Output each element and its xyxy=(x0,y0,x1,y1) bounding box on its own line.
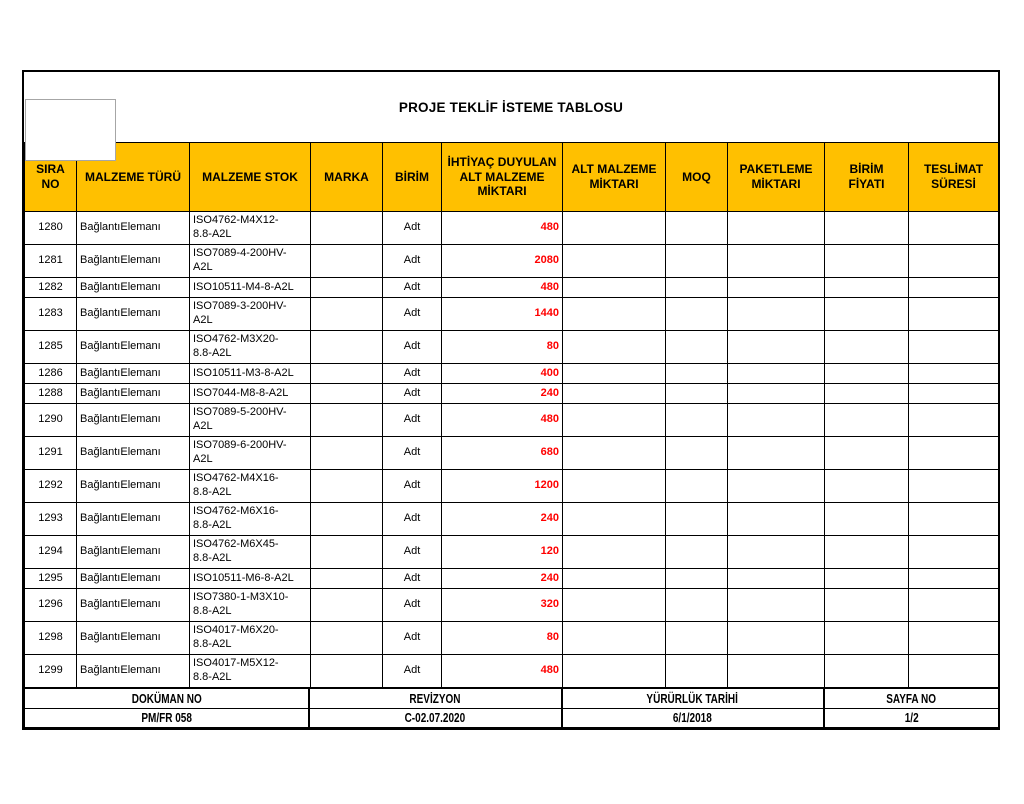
cell-alt-malzeme-miktari xyxy=(563,437,666,470)
table-row xyxy=(25,278,999,298)
cell-malzeme-stok: ISO10511-M4-8-A2L xyxy=(190,278,311,298)
cell-marka xyxy=(311,212,383,245)
cell-birim: Adt xyxy=(383,589,442,622)
cell-paketleme-miktari xyxy=(728,569,825,589)
table-row xyxy=(25,404,999,437)
footer-label-text: YÜRÜRLÜK TARİHİ xyxy=(646,691,739,706)
cell-malzeme-turu: BağlantıElemanı xyxy=(77,437,190,470)
cell-ihtiyac-duyulan-alt-malzeme-miktari: 2080 xyxy=(442,245,563,278)
cell-teslimat-suresi xyxy=(909,589,999,622)
cell-teslimat-suresi xyxy=(909,622,999,655)
footer-label-revizyon xyxy=(309,689,562,709)
table-row xyxy=(25,245,999,278)
column-header-sira-no: SIRA NO xyxy=(25,143,77,212)
cell-malzeme-turu: BağlantıElemanı xyxy=(77,569,190,589)
table-header xyxy=(25,143,999,212)
cell-ihtiyac-duyulan-alt-malzeme-miktari: 480 xyxy=(442,404,563,437)
cell-teslimat-suresi xyxy=(909,655,999,688)
table-body xyxy=(25,212,999,688)
cell-alt-malzeme-miktari xyxy=(563,278,666,298)
cell-sira-no: 1290 xyxy=(25,404,77,437)
cell-marka xyxy=(311,384,383,404)
cell-moq xyxy=(666,331,728,364)
cell-malzeme-stok: ISO7380-1-M3X10- 8.8-A2L xyxy=(190,589,311,622)
table-row xyxy=(25,437,999,470)
table-row xyxy=(25,569,999,589)
cell-alt-malzeme-miktari xyxy=(563,655,666,688)
cell-marka xyxy=(311,278,383,298)
footer-value-revizyon xyxy=(309,709,562,729)
cell-ihtiyac-duyulan-alt-malzeme-miktari: 80 xyxy=(442,622,563,655)
materials-table xyxy=(24,142,999,688)
cell-teslimat-suresi xyxy=(909,331,999,364)
cell-moq xyxy=(666,384,728,404)
cell-sira-no: 1283 xyxy=(25,298,77,331)
cell-alt-malzeme-miktari xyxy=(563,212,666,245)
cell-paketleme-miktari xyxy=(728,404,825,437)
cell-sira-no: 1291 xyxy=(25,437,77,470)
cell-birim-fiyati xyxy=(825,589,909,622)
cell-ihtiyac-duyulan-alt-malzeme-miktari: 240 xyxy=(442,503,563,536)
cell-birim: Adt xyxy=(383,655,442,688)
cell-birim: Adt xyxy=(383,298,442,331)
cell-paketleme-miktari xyxy=(728,437,825,470)
cell-birim-fiyati xyxy=(825,278,909,298)
table-row xyxy=(25,298,999,331)
footer-value-text: PM/FR 058 xyxy=(140,711,192,725)
cell-alt-malzeme-miktari xyxy=(563,404,666,437)
cell-malzeme-stok: ISO7089-4-200HV- A2L xyxy=(190,245,311,278)
cell-paketleme-miktari xyxy=(728,589,825,622)
cell-paketleme-miktari xyxy=(728,364,825,384)
cell-alt-malzeme-miktari xyxy=(563,536,666,569)
column-header-marka: MARKA xyxy=(311,143,383,212)
footer-values-row xyxy=(25,709,999,729)
cell-marka xyxy=(311,622,383,655)
cell-birim: Adt xyxy=(383,278,442,298)
cell-ihtiyac-duyulan-alt-malzeme-miktari: 400 xyxy=(442,364,563,384)
cell-moq xyxy=(666,536,728,569)
cell-sira-no: 1294 xyxy=(25,536,77,569)
cell-paketleme-miktari xyxy=(728,298,825,331)
cell-malzeme-turu: BağlantıElemanı xyxy=(77,589,190,622)
table-row xyxy=(25,384,999,404)
cell-ihtiyac-duyulan-alt-malzeme-miktari: 1440 xyxy=(442,298,563,331)
cell-teslimat-suresi xyxy=(909,245,999,278)
cell-malzeme-stok: ISO4762-M4X12- 8.8-A2L xyxy=(190,212,311,245)
cell-marka xyxy=(311,364,383,384)
footer-value-text: 6/1/2018 xyxy=(673,711,712,725)
table-row xyxy=(25,503,999,536)
cell-marka xyxy=(311,331,383,364)
cell-malzeme-turu: BağlantıElemanı xyxy=(77,622,190,655)
cell-sira-no: 1293 xyxy=(25,503,77,536)
cell-paketleme-miktari xyxy=(728,278,825,298)
cell-marka xyxy=(311,437,383,470)
table-row xyxy=(25,470,999,503)
cell-ihtiyac-duyulan-alt-malzeme-miktari: 320 xyxy=(442,589,563,622)
cell-teslimat-suresi xyxy=(909,569,999,589)
footer-label-text: DOKÜMAN NO xyxy=(131,691,202,706)
column-header-paketleme-miktari: PAKETLEME MİKTARI xyxy=(728,143,825,212)
cell-sira-no: 1298 xyxy=(25,622,77,655)
footer-label-text: REVİZYON xyxy=(409,691,461,706)
cell-birim-fiyati xyxy=(825,622,909,655)
cell-teslimat-suresi xyxy=(909,384,999,404)
cell-moq xyxy=(666,470,728,503)
cell-marka xyxy=(311,503,383,536)
cell-moq xyxy=(666,364,728,384)
cell-teslimat-suresi xyxy=(909,503,999,536)
cell-birim-fiyati xyxy=(825,364,909,384)
column-header-teslimat-suresi: TESLİMAT SÜRESİ xyxy=(909,143,999,212)
cell-birim-fiyati xyxy=(825,437,909,470)
footer-value-text: C-02.07.2020 xyxy=(404,711,466,725)
cell-paketleme-miktari xyxy=(728,536,825,569)
footer-labels-row xyxy=(25,689,999,709)
cell-birim-fiyati xyxy=(825,569,909,589)
cell-malzeme-turu: BağlantıElemanı xyxy=(77,503,190,536)
cell-sira-no: 1282 xyxy=(25,278,77,298)
cell-birim: Adt xyxy=(383,503,442,536)
cell-alt-malzeme-miktari xyxy=(563,384,666,404)
cell-malzeme-turu: BağlantıElemanı xyxy=(77,364,190,384)
cell-birim-fiyati xyxy=(825,536,909,569)
cell-teslimat-suresi xyxy=(909,470,999,503)
cell-malzeme-stok: ISO7089-6-200HV- A2L xyxy=(190,437,311,470)
cell-paketleme-miktari xyxy=(728,384,825,404)
cell-malzeme-stok: ISO4762-M6X45- 8.8-A2L xyxy=(190,536,311,569)
cell-moq xyxy=(666,589,728,622)
cell-sira-no: 1296 xyxy=(25,589,77,622)
cell-malzeme-turu: BağlantıElemanı xyxy=(77,536,190,569)
cell-ihtiyac-duyulan-alt-malzeme-miktari: 80 xyxy=(442,331,563,364)
cell-birim: Adt xyxy=(383,212,442,245)
cell-marka xyxy=(311,470,383,503)
cell-malzeme-turu: BağlantıElemanı xyxy=(77,212,190,245)
table-row xyxy=(25,589,999,622)
cell-birim-fiyati xyxy=(825,655,909,688)
cell-birim: Adt xyxy=(383,536,442,569)
cell-malzeme-turu: BağlantıElemanı xyxy=(77,245,190,278)
cell-sira-no: 1288 xyxy=(25,384,77,404)
proje-teklif-form xyxy=(22,70,1000,730)
cell-paketleme-miktari xyxy=(728,212,825,245)
cell-birim: Adt xyxy=(383,245,442,278)
cell-moq xyxy=(666,622,728,655)
cell-birim: Adt xyxy=(383,622,442,655)
cell-birim: Adt xyxy=(383,470,442,503)
cell-ihtiyac-duyulan-alt-malzeme-miktari: 480 xyxy=(442,212,563,245)
cell-ihtiyac-duyulan-alt-malzeme-miktari: 1200 xyxy=(442,470,563,503)
cell-birim: Adt xyxy=(383,384,442,404)
cell-birim-fiyati xyxy=(825,503,909,536)
header-row xyxy=(25,143,999,212)
cell-birim-fiyati xyxy=(825,384,909,404)
cell-birim-fiyati xyxy=(825,245,909,278)
cell-paketleme-miktari xyxy=(728,622,825,655)
cell-moq xyxy=(666,278,728,298)
page-title: PROJE TEKLİF İSTEME TABLOSU xyxy=(398,99,624,115)
cell-malzeme-stok: ISO4762-M6X16- 8.8-A2L xyxy=(190,503,311,536)
cell-malzeme-turu: BağlantıElemanı xyxy=(77,278,190,298)
cell-malzeme-turu: BağlantıElemanı xyxy=(77,331,190,364)
cell-paketleme-miktari xyxy=(728,655,825,688)
column-header-birim-fiyati: BİRİM FİYATI xyxy=(825,143,909,212)
footer-label-dokuman-no xyxy=(25,689,309,709)
cell-moq xyxy=(666,503,728,536)
cell-paketleme-miktari xyxy=(728,503,825,536)
cell-moq xyxy=(666,655,728,688)
cell-malzeme-stok: ISO4017-M5X12- 8.8-A2L xyxy=(190,655,311,688)
cell-teslimat-suresi xyxy=(909,298,999,331)
column-header-birim: BİRİM xyxy=(383,143,442,212)
cell-alt-malzeme-miktari xyxy=(563,331,666,364)
cell-birim-fiyati xyxy=(825,404,909,437)
cell-malzeme-turu: BağlantıElemanı xyxy=(77,384,190,404)
cell-malzeme-turu: BağlantıElemanı xyxy=(77,655,190,688)
table-row xyxy=(25,212,999,245)
cell-birim-fiyati xyxy=(825,298,909,331)
cell-ihtiyac-duyulan-alt-malzeme-miktari: 240 xyxy=(442,569,563,589)
cell-alt-malzeme-miktari xyxy=(563,503,666,536)
cell-birim-fiyati xyxy=(825,331,909,364)
table-row xyxy=(25,331,999,364)
cell-malzeme-turu: BağlantıElemanı xyxy=(77,298,190,331)
logo-placeholder-box xyxy=(25,99,116,161)
cell-alt-malzeme-miktari xyxy=(563,622,666,655)
cell-sira-no: 1292 xyxy=(25,470,77,503)
cell-sira-no: 1295 xyxy=(25,569,77,589)
cell-teslimat-suresi xyxy=(909,404,999,437)
column-header-malzeme-turu: MALZEME TÜRÜ xyxy=(77,143,190,212)
footer-value-sayfa-no xyxy=(824,709,999,729)
cell-alt-malzeme-miktari xyxy=(563,245,666,278)
table-row xyxy=(25,364,999,384)
cell-marka xyxy=(311,655,383,688)
cell-birim-fiyati xyxy=(825,470,909,503)
footer-body xyxy=(25,689,999,729)
cell-birim-fiyati xyxy=(825,212,909,245)
cell-paketleme-miktari xyxy=(728,245,825,278)
table-row xyxy=(25,622,999,655)
cell-moq xyxy=(666,404,728,437)
cell-malzeme-stok: ISO4762-M3X20- 8.8-A2L xyxy=(190,331,311,364)
cell-moq xyxy=(666,569,728,589)
cell-teslimat-suresi xyxy=(909,536,999,569)
cell-birim: Adt xyxy=(383,404,442,437)
cell-malzeme-turu: BağlantıElemanı xyxy=(77,470,190,503)
cell-malzeme-stok: ISO7044-M8-8-A2L xyxy=(190,384,311,404)
cell-malzeme-turu: BağlantıElemanı xyxy=(77,404,190,437)
cell-alt-malzeme-miktari xyxy=(563,569,666,589)
cell-alt-malzeme-miktari xyxy=(563,298,666,331)
cell-ihtiyac-duyulan-alt-malzeme-miktari: 120 xyxy=(442,536,563,569)
cell-moq xyxy=(666,298,728,331)
cell-malzeme-stok: ISO10511-M6-8-A2L xyxy=(190,569,311,589)
cell-teslimat-suresi xyxy=(909,437,999,470)
cell-sira-no: 1299 xyxy=(25,655,77,688)
cell-teslimat-suresi xyxy=(909,212,999,245)
footer-label-sayfa-no xyxy=(824,689,999,709)
cell-malzeme-stok: ISO10511-M3-8-A2L xyxy=(190,364,311,384)
cell-birim: Adt xyxy=(383,437,442,470)
cell-marka xyxy=(311,404,383,437)
cell-moq xyxy=(666,437,728,470)
cell-ihtiyac-duyulan-alt-malzeme-miktari: 480 xyxy=(442,278,563,298)
table-row xyxy=(25,655,999,688)
footer-value-yururluk-tarihi xyxy=(562,709,824,729)
cell-sira-no: 1286 xyxy=(25,364,77,384)
cell-marka xyxy=(311,298,383,331)
cell-marka xyxy=(311,569,383,589)
cell-alt-malzeme-miktari xyxy=(563,470,666,503)
cell-paketleme-miktari xyxy=(728,470,825,503)
footer-value-text: 1/2 xyxy=(904,711,919,725)
cell-malzeme-stok: ISO4017-M6X20- 8.8-A2L xyxy=(190,622,311,655)
cell-birim: Adt xyxy=(383,569,442,589)
column-header-malzeme-stok: MALZEME STOK xyxy=(190,143,311,212)
footer-table xyxy=(24,688,999,730)
cell-birim: Adt xyxy=(383,331,442,364)
cell-malzeme-stok: ISO4762-M4X16- 8.8-A2L xyxy=(190,470,311,503)
title-row xyxy=(24,72,998,142)
cell-sira-no: 1280 xyxy=(25,212,77,245)
cell-teslimat-suresi xyxy=(909,364,999,384)
table-row xyxy=(25,536,999,569)
cell-marka xyxy=(311,536,383,569)
cell-moq xyxy=(666,245,728,278)
cell-alt-malzeme-miktari xyxy=(563,589,666,622)
cell-ihtiyac-duyulan-alt-malzeme-miktari: 680 xyxy=(442,437,563,470)
footer-value-dokuman-no xyxy=(25,709,309,729)
cell-birim: Adt xyxy=(383,364,442,384)
column-header-moq: MOQ xyxy=(666,143,728,212)
cell-alt-malzeme-miktari xyxy=(563,364,666,384)
column-header-ihtiyac-duyulan-alt-malzeme-miktari: İHTİYAÇ DUYULAN ALT MALZEME MİKTARI xyxy=(442,143,563,212)
cell-malzeme-stok: ISO7089-5-200HV- A2L xyxy=(190,404,311,437)
cell-teslimat-suresi xyxy=(909,278,999,298)
cell-ihtiyac-duyulan-alt-malzeme-miktari: 240 xyxy=(442,384,563,404)
cell-ihtiyac-duyulan-alt-malzeme-miktari: 480 xyxy=(442,655,563,688)
footer-label-text: SAYFA NO xyxy=(886,691,937,706)
cell-marka xyxy=(311,589,383,622)
cell-sira-no: 1281 xyxy=(25,245,77,278)
column-header-alt-malzeme-miktari: ALT MALZEME MİKTARI xyxy=(563,143,666,212)
cell-sira-no: 1285 xyxy=(25,331,77,364)
cell-malzeme-stok: ISO7089-3-200HV- A2L xyxy=(190,298,311,331)
cell-paketleme-miktari xyxy=(728,331,825,364)
footer-label-yururluk-tarihi xyxy=(562,689,824,709)
cell-marka xyxy=(311,245,383,278)
cell-moq xyxy=(666,212,728,245)
